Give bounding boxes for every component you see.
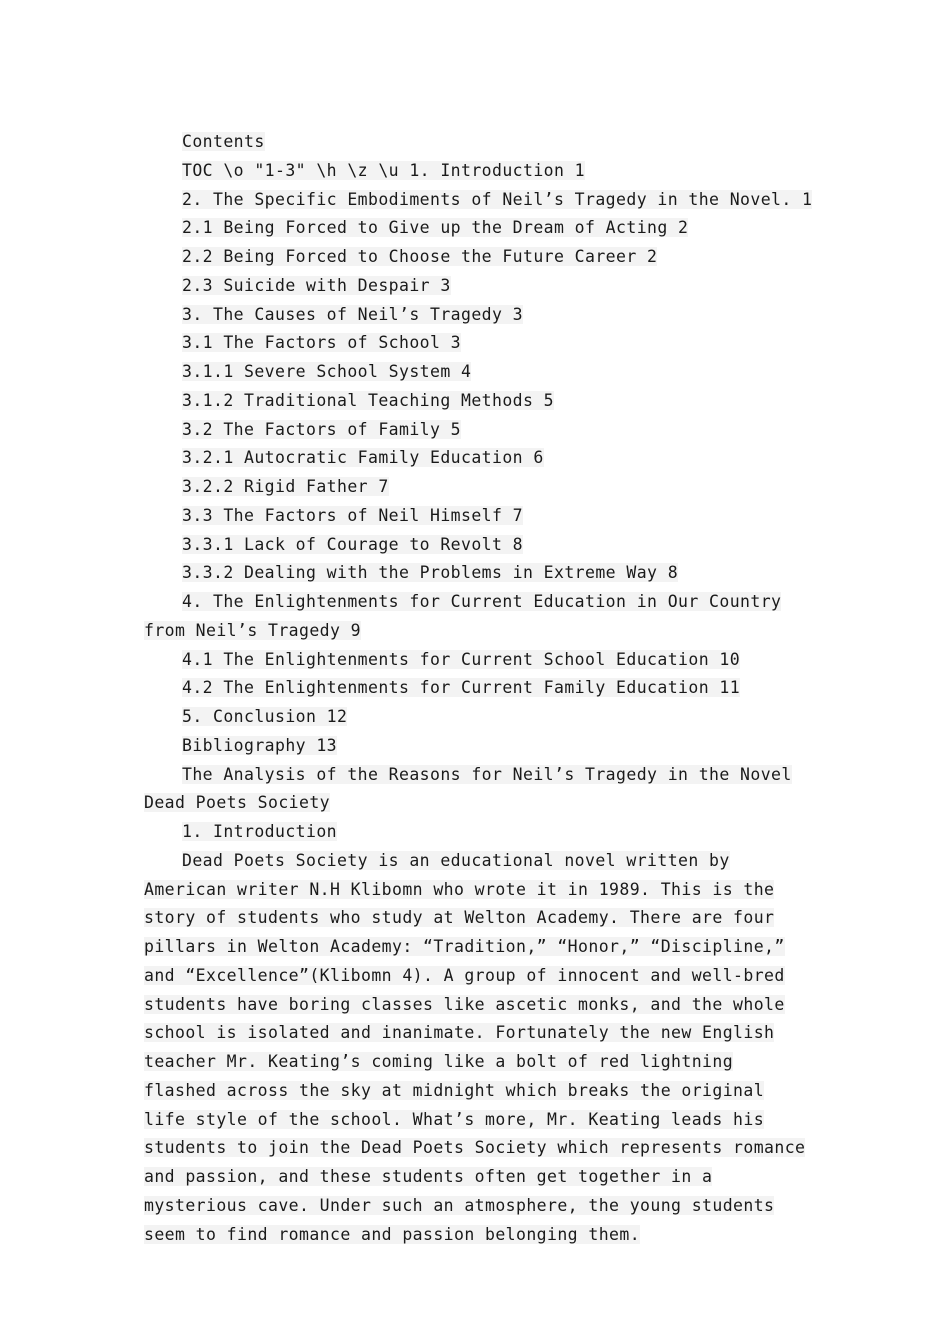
toc-entry: 3.3 The Factors of Neil Himself 7 bbox=[182, 505, 524, 525]
toc-entry: 2.1 Being Forced to Give up the Dream of Acting 2 bbox=[182, 218, 689, 238]
body-paragraph: Dead Poets Society is an educational novel written by American writer N.H Klibomn who wrote it in 1989. This is the story of students who study at Welton Academy. There are four pillars in Welton Academy: “Tradition,” “Honor,” “Discipline,” and “Excellence”(Klibomn 4). A group of innocent and well-bred students have boring classes like ascetic monks, and the whole school is isolated and inanimate. Fortunately the new English teacher Mr. Keating’s coming like a bolt of red lightning flashed across the sky at midnight which breaks the original life style of the school. What’s more, Mr. Keating leads his students to join the Dead Poets Society which represents romance and passion, and these students often get together in a mysterious cave. Under such an atmosphere, the young students seem to find romance and passion belonging them. bbox=[144, 850, 806, 1244]
toc-entry: 5. Conclusion 12 bbox=[182, 707, 348, 726]
toc-entry: 3.1 The Factors of School 3 bbox=[182, 333, 462, 353]
toc-entry: 3.2.2 Rigid Father 7 bbox=[182, 477, 389, 496]
toc-entry: 4.2 The Enlightenments for Current Family Education 11 bbox=[182, 678, 741, 698]
toc-entry: 3.2 The Factors of Family 5 bbox=[182, 419, 462, 439]
toc-entry: 3.3.1 Lack of Courage to Revolt 8 bbox=[182, 534, 524, 554]
toc-entry: 4. The Enlightenments for Current Education in Our Country from Neil’s Tragedy 9 bbox=[144, 592, 782, 640]
toc-entry: 3.2.1 Autocratic Family Education 6 bbox=[182, 448, 544, 468]
toc-entry: Bibliography 13 bbox=[182, 735, 338, 755]
toc-entry: 2.3 Suicide with Despair 3 bbox=[182, 275, 451, 295]
document-page bbox=[144, 128, 814, 1249]
toc-entry: 3. The Causes of Neil’s Tragedy 3 bbox=[182, 304, 524, 324]
toc-entry: 3.1.1 Severe School System 4 bbox=[182, 362, 472, 381]
toc-entry: 4.1 The Enlightenments for Current School Education 10 bbox=[182, 649, 741, 669]
toc-entry: 2. The Specific Embodiments of Neil’s Tragedy in the Novel. 1 bbox=[182, 189, 813, 209]
document-title: The Analysis of the Reasons for Neil’s Tragedy in the Novel Dead Poets Society bbox=[144, 764, 792, 813]
toc-entry: TOC \o "1-3" \h \z \u 1. Introduction 1 bbox=[182, 160, 586, 180]
toc-entry: 3.3.2 Dealing with the Problems in Extreme Way 8 bbox=[182, 563, 679, 583]
toc-heading: Contents bbox=[182, 132, 265, 151]
toc-entry: 2.2 Being Forced to Choose the Future Career 2 bbox=[182, 247, 658, 266]
section-heading: 1. Introduction bbox=[182, 822, 338, 841]
toc-entry: 3.1.2 Traditional Teaching Methods 5 bbox=[182, 390, 555, 410]
